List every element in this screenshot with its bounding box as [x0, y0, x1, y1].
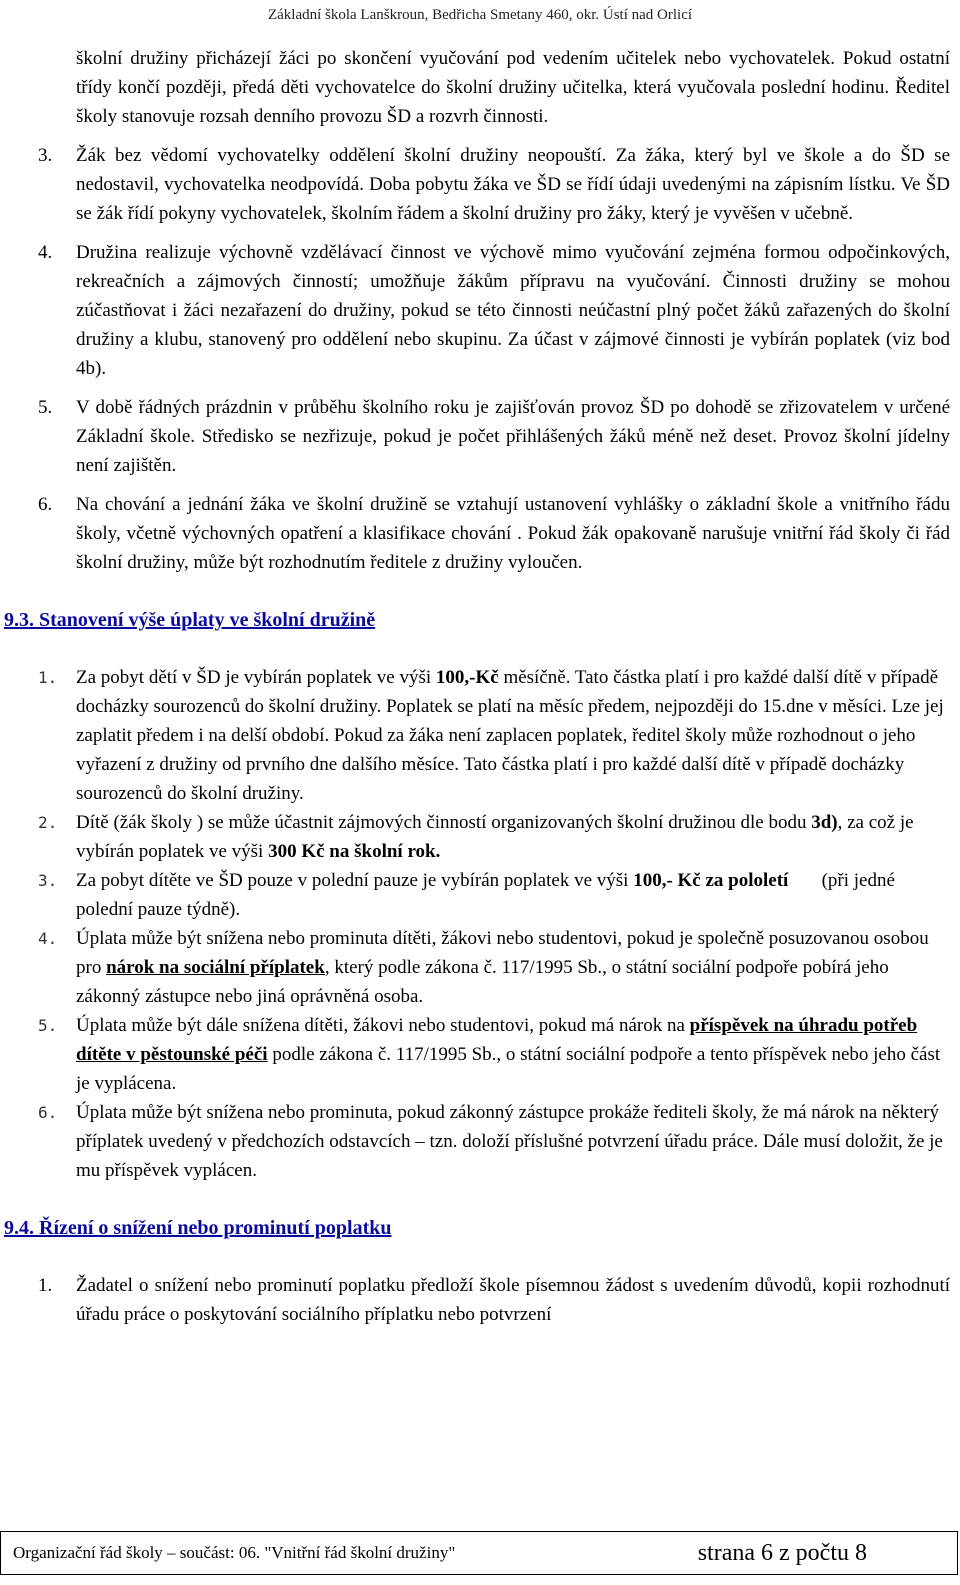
fee-amount: 100,-Kč [435, 667, 499, 688]
header-text: Základní škola Lanškroun, Bedřicha Smetany 460, okr. Ústí nad Orlicí [267, 7, 693, 23]
section-heading-9-3: 9.3. Stanovení výše úplaty ve školní družině [4, 609, 376, 631]
list-item [38, 808, 950, 866]
fee-amount: 300 Kč na školní rok. [268, 841, 441, 862]
list-item [38, 866, 950, 924]
item-text: Úplata může být snížena nebo prominuta dítěti, žákovi nebo studentovi, pokud je společně posuzovanou osobou pro [76, 928, 929, 978]
bold-underlined-term: příspěvek na úhradu potřeb dítěte v pěstounské péči [76, 1015, 918, 1065]
list-item [38, 238, 950, 383]
intro-text: školní družiny přicházejí žáci po skončení vyučování pod vedením učitelek nebo vychovatelek. Pokud ostatní třídy končí později, předá děti vychovatelce do školní družiny učitelka, která vyučovala poslední hodinu. Ředitel školy stanovuje rozsah denního provozu ŠD a rozvrh činnosti. [76, 48, 950, 127]
item-text: Žadatel o snížení nebo prominutí poplatku předloží škole písemnou žádost s uvedením důvodů, kopii rozhodnutí úřadu práce o poskytování sociálního příplatku nebo potvrzení [76, 1275, 950, 1325]
list-item [38, 141, 950, 228]
item-number: 6. [38, 1103, 58, 1122]
item-text: V době řádných prázdnin v průběhu školního roku je zajišťován provoz ŠD po dohodě se zřizovatelem v určené Základní škole. Středisko se nezřizuje, pokud je počet přihlášených žáků méně než deset. Provoz školní jídelny není zajištěn. [76, 397, 950, 476]
document-body [4, 44, 950, 1329]
list-fees [38, 663, 950, 1185]
item-number: 3. [38, 871, 58, 890]
list-item [38, 924, 950, 1011]
item-number: 1. [38, 1275, 53, 1296]
item-number: 3. [38, 145, 53, 166]
list-item [38, 663, 950, 808]
intro-paragraph [38, 44, 950, 131]
list-item [38, 1271, 950, 1329]
item-text: (při jedné polední pauze týdně). [76, 870, 900, 920]
item-text: Družina realizuje výchovně vzdělávací činnost ve výchově mimo vyučování zejména formou odpočinkových, rekreačních a zájmových činností; umožňuje žákům přípravu na vyučování. Činnosti družiny se mohou zúčastňovat i žáci nezařazení do družiny, pokud se této činnosti neúčastní plný počet žáků zařazených do školní družiny a klubu, stanovený pro oddělení nebo skupinu. Za účast v zájmové činnosti je vybírán poplatek (viz bod 4b). [76, 242, 950, 379]
item-number: 5. [38, 1016, 58, 1035]
item-number: 4. [38, 242, 53, 263]
item-number: 2. [38, 813, 58, 832]
list-item [38, 1098, 950, 1185]
item-text: měsíčně. Tato částka platí i pro každé další dítě v případě docházky sourozenců do školní družiny. Poplatek se platí na měsíc předem, nejpozději do 15.dne v měsíci. Lze jej zaplatit předem i na delší období. Pokud za žáka není zaplacen poplatek, ředitel školy může rozhodnout o jeho vyřazení z družiny od prvního dne dalšího měsíce. Tato částka platí i pro každé další dítě v případě docházky sourozenců do školní družiny. [76, 667, 944, 804]
item-number: 1. [38, 668, 58, 687]
list-item [38, 1011, 950, 1098]
item-text: Za pobyt dětí v ŠD je vybírán poplatek ve výši [76, 667, 436, 688]
list-procedure [38, 1271, 950, 1329]
item-text: Za pobyt dítěte ve ŠD pouze v polední pauze je vybírán poplatek ve výši [76, 870, 634, 891]
list-operations [38, 141, 950, 577]
item-number: 5. [38, 397, 53, 418]
page-header [0, 0, 960, 34]
footer-page-number: strana 6 z počtu 8 [697, 1539, 867, 1566]
page-footer [0, 1531, 958, 1575]
bold-underlined-term: nárok na sociální příplatek [106, 957, 325, 978]
item-text: Žák bez vědomí vychovatelky oddělení školní družiny neopouští. Za žáka, který byl ve škole a do ŠD se nedostavil, vychovatelka neodpovídá. Doba pobytu žáka ve ŠD se řídí údaji uvedenými na zápisním lístku. Ve ŠD se žák řídí pokyny vychovatelek, školním řádem a školní družiny pro žáky, který je vyvěšen v učebně. [76, 145, 950, 224]
section-heading-9-4: 9.4. Řízení o snížení nebo prominutí poplatku [4, 1217, 392, 1239]
footer-document-name: Organizační řád školy – součást: 06. "Vnitřní řád školní družiny" [13, 1543, 456, 1562]
item-text: , za což je vybírán poplatek ve výši [76, 812, 914, 862]
item-text: Dítě (žák školy ) se může účastnit zájmových činností organizovaných školní družinou dle bodu [76, 812, 812, 833]
fee-amount: 100,- Kč za pololetí [633, 870, 789, 891]
item-text: Úplata může být snížena nebo prominuta, pokud zákonný zástupce prokáže řediteli školy, že má nárok na některý příplatek uvedený v předchozích odstavcích – tzn. doloží příslušné potvrzení úřadu práce. Dále musí doložit, že je mu příspěvek vyplácen. [76, 1102, 943, 1181]
item-text: Úplata může být dále snížena dítěti, žákovi nebo studentovi, pokud má nárok na [76, 1015, 690, 1036]
item-text: podle zákona č. 117/1995 Sb., o státní sociální podpoře a tento příspěvek nebo jeho část je vyplácena. [76, 1044, 941, 1094]
list-item [38, 490, 950, 577]
item-text: Na chování a jednání žáka ve školní družině se vztahují ustanovení vyhlášky o základní škole a vnitřního řádu školy, včetně výchovných opatření a klasifikace chování . Pokud žák opakovaně narušuje vnitřní řád školy či řád školní družiny, může být rozhodnutím ředitele z družiny vyloučen. [76, 494, 950, 573]
bold-ref: 3d) [811, 812, 838, 833]
item-number: 4. [38, 929, 58, 948]
item-text: , který podle zákona č. 117/1995 Sb., o státní sociální podpoře pobírá jeho zákonný zástupce nebo jiná oprávněná osoba. [76, 957, 889, 1007]
list-item [38, 393, 950, 480]
item-number: 6. [38, 494, 53, 515]
